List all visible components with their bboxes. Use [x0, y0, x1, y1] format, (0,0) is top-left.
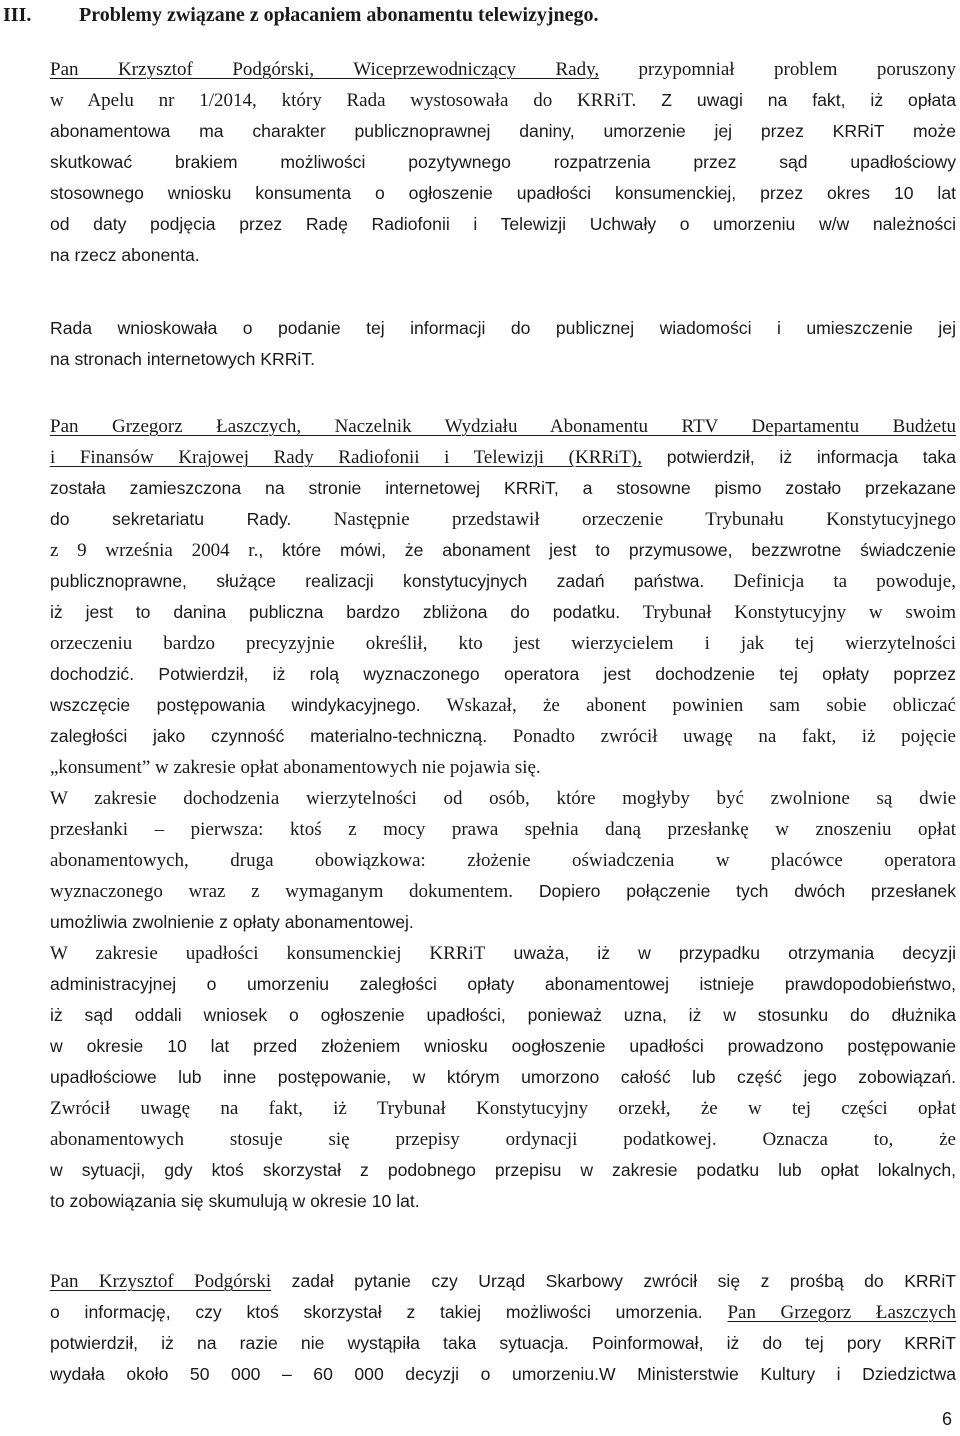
text-line: Zwrócił uwagę na fakt, iż Trybunał Konstytucyjny orzekł, że w tej części opłat	[50, 1098, 956, 1119]
paragraph-question	[50, 1266, 956, 1390]
text-line: z 9 września 2004 r., które mówi, że abonament jest to przymusowe, bezzwrotne świadczenie	[50, 540, 957, 561]
text-line: i Finansów Krajowej Rady Radiofonii i Telewizji (KRRiT), potwierdził, iż informacja taka	[50, 447, 956, 468]
speaker-name: Pan Krzysztof Podgórski	[50, 1271, 272, 1292]
text-line: w sytuacji, gdy ktoś skorzystał z podobnego przepisu w zakresie podatku lub opłat lokalnych,	[50, 1160, 956, 1180]
text-line: W zakresie upadłości konsumenckiej KRRiT uważa, iż w przypadku otrzymania decyzji	[50, 943, 957, 964]
text-line: abonamentowych, druga obowiązkowa: złożenie oświadczenia w placówce operatora	[50, 850, 956, 871]
section-number: III.	[3, 4, 32, 26]
text-line: zaległości jako czynność materialno-techniczną. Ponadto zwrócił uwagę na fakt, iż pojęcie	[50, 726, 956, 747]
text-line: wydała około 50 000 – 60 000 decyzji o umorzeniu.W Ministerstwie Kultury i Dziedzictwa	[50, 1364, 956, 1384]
text-line: Rada wnioskowała o podanie tej informacji do publicznej wiadomości i umieszczenie jej	[50, 318, 956, 338]
text-line: iż sąd oddali wniosek o ogłoszenie upadłości, ponieważ uzna, iż w stosunku do dłużnika	[50, 1005, 956, 1025]
text-line: administracyjnej o umorzeniu zaległości opłaty abonamentowej istnieje prawdopodobieństwo,	[50, 974, 956, 994]
text-line: na stronach internetowych KRRiT.	[50, 349, 316, 369]
text-line: publicznoprawne, służące realizacji konstytucyjnych zadań państwa. Definicja ta powoduje,	[50, 571, 956, 592]
text-line	[50, 411, 956, 442]
text-line: dochodzić. Potwierdził, iż rolą wyznaczonego operatora jest dochodzenie tej opłaty poprzez	[50, 664, 956, 684]
text-line: stosownego wniosku konsumenta o ogłoszenie upadłości konsumenckiej, przez okres 10 lat	[50, 183, 956, 203]
text-line: potwierdził, iż na razie nie wystąpiła taka sytuacja. Poinformował, iż do tej pory KRRiT	[50, 1333, 956, 1353]
text-line: abonamentowa ma charakter publicznoprawnej daniny, umorzenie jej przez KRRiT może	[50, 121, 956, 141]
speaker-name: Pan Krzysztof Podgórski, Wiceprzewodniczący Rady,	[50, 59, 600, 80]
text-line: wyznaczonego wraz z wymaganym dokumentem. Dopiero połączenie tych dwóch przesłanek	[50, 881, 956, 902]
paragraph-request	[50, 313, 956, 375]
text-line: na rzecz abonenta.	[50, 245, 200, 265]
text-line: „konsument” w zakresie opłat abonamentowych nie pojawia się.	[50, 757, 541, 778]
text-line: w okresie 10 lat przed złożeniem wniosku oogłoszenie upadłości prowadzono postępowanie	[50, 1036, 956, 1056]
text-line: to zobowiązania się skumulują w okresie 10 lat.	[50, 1191, 420, 1211]
speaker-name: Pan Grzegorz Łaszczych	[727, 1302, 957, 1323]
text-line: o informację, czy ktoś skorzystał z takiej możliwości umorzenia. Pan Grzegorz Łaszczych	[50, 1302, 957, 1323]
text-line: od daty podjęcia przez Radę Radiofonii i Telewizji Uchwały o umorzeniu w/w należności	[50, 214, 956, 234]
text-line: umożliwia zwolnienie z opłaty abonamentowej.	[50, 912, 414, 932]
text-line: w Apelu nr 1/2014, który Rada wystosowała do KRRiT. Z uwagi na fakt, iż opłata	[50, 90, 956, 111]
text-line: iż jest to danina publiczna bardzo zbliżona do podatku. Trybunał Konstytucyjny w swoim	[50, 602, 956, 623]
paragraph-apel	[50, 54, 956, 271]
text-line: Pan Krzysztof Podgórski, Wiceprzewodniczący Rady, przypomniał problem poruszony	[50, 59, 956, 80]
text-line: do sekretariatu Rady. Następnie przedstawił orzeczenie Trybunału Konstytucyjnego	[50, 509, 956, 530]
text-line: Pan Krzysztof Podgórski zadał pytanie czy Urząd Skarbowy zwrócił się z prośbą do KRRiT	[50, 1271, 956, 1292]
text-line: upadłościowe lub inne postępowanie, w którym umorzono całość lub część jego zobowiązań.	[50, 1067, 956, 1087]
text-line: W zakresie dochodzenia wierzytelności od osób, które mogłyby być zwolnione są dwie	[50, 788, 956, 809]
text-line: wszczęcie postępowania windykacyjnego. Wskazał, że abonent powinien sam sobie obliczać	[50, 695, 956, 716]
text-line: została zamieszczona na stronie internetowej KRRiT, a stosowne pismo zostało przekazane	[50, 478, 956, 498]
speaker-name: Pan Grzegorz Łaszczych, Naczelnik Wydziału Abonamentu RTV Departamentu Budżetu	[50, 416, 956, 437]
page-number: 6	[941, 1409, 952, 1429]
speaker-name: i Finansów Krajowej Rady Radiofonii i Telewizji (KRRiT),	[50, 447, 642, 468]
text-line: skutkować brakiem możliwości pozytywnego rozpatrzenia przez sąd upadłościowy	[50, 152, 956, 172]
section-heading	[3, 0, 943, 30]
text-line: abonamentowych stosuje się przepisy ordynacji podatkowej. Oznacza to, że	[50, 1129, 956, 1150]
text-line: przesłanki – pierwsza: ktoś z mocy prawa spełnia daną przesłankę w znoszeniu opłat	[50, 819, 956, 840]
section-title: Problemy związane z opłacaniem abonamentu telewizyjnego.	[79, 4, 599, 26]
paragraph-laszczych	[50, 411, 956, 1217]
text-line: orzeczeniu bardzo precyzyjnie określił, kto jest wierzycielem i jak tej wierzytelności	[50, 633, 956, 654]
